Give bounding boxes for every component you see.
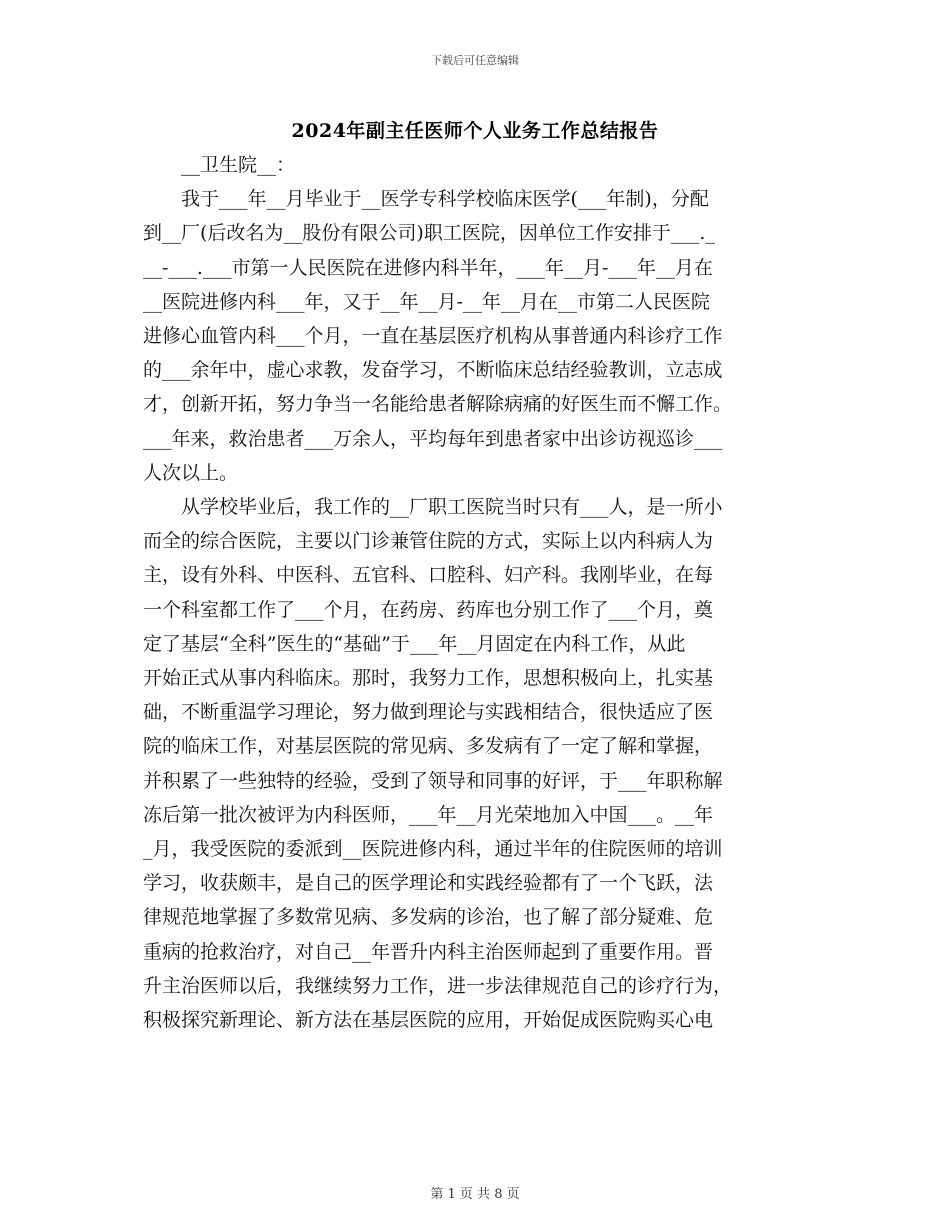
paragraph-line: 才，创新开拓，努力争当一名能给患者解除病痛的好医生而不懈工作。 [143, 393, 733, 416]
paragraph-line: 升主治医师以后，我继续努力工作，进一步法律规范自己的诊疗行为， [143, 974, 733, 997]
paragraph-line: 而全的综合医院，主要以门诊兼管住院的方式，实际上以内科病人为 [143, 530, 714, 553]
paragraph-line: 积极探究新理论、新方法在基层医院的应用，开始促成医院购买心电 [143, 1009, 714, 1032]
paragraph-1 [143, 182, 811, 490]
paragraph-line: 开始正式从事内科临床。那时，我努力工作，思想积极向上，扎实基 [143, 667, 714, 690]
paragraph-line: ___年来，救治患者___万余人，平均每年到患者家中出诊访视巡诊___ [143, 427, 723, 450]
paragraph-line: 础，不断重温学习理论，努力做到理论与实践相结合，很快适应了医 [143, 701, 714, 724]
paragraph-line: 我于___年__月毕业于__医学专科学校临床医学(___年制)，分配 [181, 188, 709, 211]
document-body [143, 148, 811, 1037]
paragraph-line: 主，设有外科、中医科、五官科、口腔科、妇产科。我刚毕业，在每 [143, 564, 714, 587]
paragraph-line: _月，我受医院的委派到__医院进修内科，通过半年的住院医师的培训 [143, 838, 723, 861]
paragraph-line: 冻后第一批次被评为内科医师，___年__月光荣地加入中国___。__年 [143, 803, 714, 826]
paragraph-line: 重病的抢救治疗，对自己__年晋升内科主治医师起到了重要作用。晋 [143, 940, 714, 963]
paragraph-line: 院的临床工作，对基层医院的常见病、多发病有了一定了解和掌握， [143, 735, 714, 758]
paragraph-line: 并积累了一些独特的经验，受到了领导和同事的好评，于___年职称解 [143, 769, 723, 792]
page-footer-number: 第 1 页 共 8 页 [430, 1187, 520, 1202]
paragraph-line: 从学校毕业后，我工作的__厂职工医院当时只有___人，是一所小 [181, 496, 723, 519]
paragraph-line: __医院进修内科___年，又于__年__月-__年__月在__市第二人民医院 [143, 290, 710, 313]
page-header-note: 下载后可任意编辑 [431, 54, 519, 67]
paragraph-line: __-___.___市第一人民医院在进修内科半年，___年__月-___年__月在 [143, 256, 713, 279]
paragraph-line: 一个科室都工作了___个月，在药房、药库也分别工作了___个月，奠 [143, 598, 714, 621]
salutation: __卫生院__： [181, 154, 296, 176]
paragraph-2 [143, 490, 811, 1037]
paragraph-line: 到__厂(后改名为__股份有限公司)职工医院，因单位工作安排于___._ [143, 222, 715, 245]
paragraph-line: 定了基层“全科”医生的“基础”于___年__月固定在内科工作，从此 [143, 632, 686, 655]
paragraph-line: 律规范地掌握了多数常见病、多发病的诊治，也了解了部分疑难、危 [143, 906, 714, 929]
paragraph-line: 人次以上。 [143, 461, 239, 484]
paragraph-line: 进修心血管内科___个月，一直在基层医疗机构从事普通内科诊疗工作 [143, 325, 723, 348]
paragraph-line: 学习，收获颇丰，是自己的医学理论和实践经验都有了一个飞跃，法 [143, 872, 714, 895]
document-title: 2024年副主任医师个人业务工作总结报告 [291, 120, 659, 142]
paragraph-line: 的___余年中，虚心求教，发奋学习，不断临床总结经验教训，立志成 [143, 359, 723, 382]
